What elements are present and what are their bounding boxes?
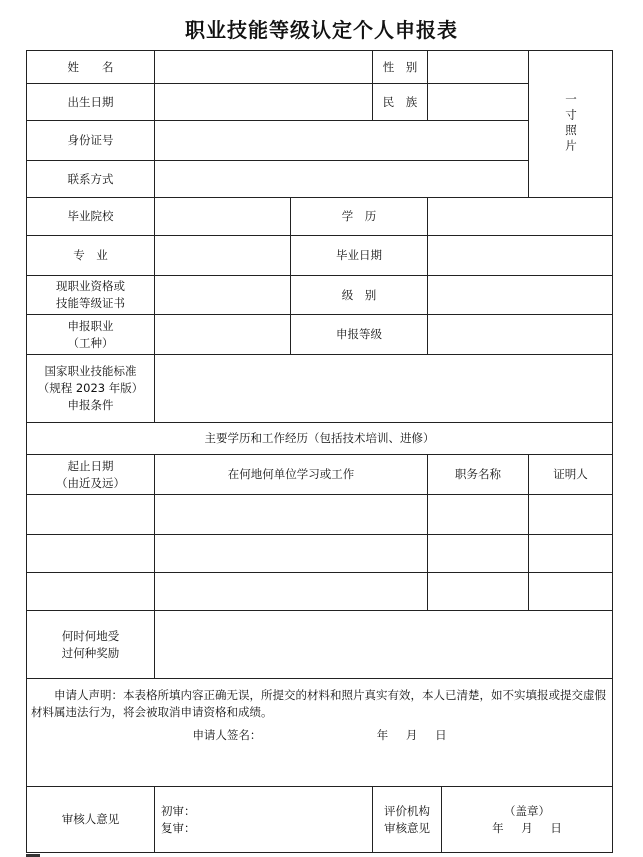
signature-day: 日 bbox=[435, 728, 447, 742]
apply-job-input[interactable] bbox=[155, 315, 291, 355]
ethnicity-input[interactable] bbox=[428, 84, 529, 121]
contact-label: 联系方式 bbox=[27, 161, 155, 198]
name-input[interactable] bbox=[155, 51, 373, 84]
apply-level-input[interactable] bbox=[428, 315, 613, 355]
major-input[interactable] bbox=[155, 236, 291, 276]
awards-input[interactable] bbox=[155, 611, 613, 679]
history-header: 主要学历和工作经历（包括技术培训、进修） bbox=[27, 423, 613, 455]
education-input[interactable] bbox=[428, 198, 613, 236]
seal-day: 日 bbox=[550, 820, 562, 835]
history-date-input[interactable] bbox=[27, 495, 155, 535]
form-table bbox=[26, 50, 613, 853]
form-title: 职业技能等级认定个人申报表 bbox=[185, 18, 458, 42]
level-input[interactable] bbox=[428, 276, 613, 315]
second-review-label: 复审： bbox=[161, 820, 196, 835]
level-label: 级 别 bbox=[291, 276, 428, 315]
standard-label bbox=[27, 355, 155, 423]
apply-job-label-line1: 申报职业 bbox=[67, 318, 114, 333]
contact-input[interactable] bbox=[155, 161, 529, 198]
standard-label-line1: 国家职业技能标准 bbox=[44, 364, 137, 378]
review-label: 审核人意见 bbox=[27, 787, 155, 853]
seal-year: 年 bbox=[492, 820, 504, 835]
seal-label: （盖章） bbox=[504, 803, 550, 818]
declaration-text: 申请人声明：本表格所填内容正确无误，所提交的材料和照片真实有效，本人已清楚，如不实填报或提交虚假材料属违法行为，将会被取消申请资格和成绩。 bbox=[31, 688, 606, 719]
awards-label-line2: 过何种奖励 bbox=[61, 645, 120, 660]
signature-line bbox=[31, 727, 608, 744]
school-label: 毕业院校 bbox=[27, 198, 155, 236]
history-date-input[interactable] bbox=[27, 535, 155, 573]
school-input[interactable] bbox=[155, 198, 291, 236]
seal-month: 月 bbox=[521, 820, 533, 835]
graduation-date-input[interactable] bbox=[428, 236, 613, 276]
signature-month: 月 bbox=[405, 728, 418, 742]
awards-label-line1: 何时何地受 bbox=[61, 628, 120, 643]
id-number-label: 身份证号 bbox=[27, 121, 155, 161]
history-col-place: 在何地何单位学习或工作 bbox=[155, 455, 428, 495]
org-review-label-line2: 审核意见 bbox=[384, 820, 430, 835]
standard-label-line2: （规程 2023 年版） bbox=[37, 381, 144, 395]
history-witness-input[interactable] bbox=[529, 573, 613, 611]
ethnicity-label: 民 族 bbox=[373, 84, 428, 121]
gender-label: 性 别 bbox=[373, 51, 428, 84]
apply-level-label: 申报等级 bbox=[291, 315, 428, 355]
apply-job-label bbox=[27, 315, 155, 355]
declaration bbox=[27, 679, 613, 787]
history-place-input[interactable] bbox=[155, 495, 428, 535]
current-cert-label-line2: 技能等级证书 bbox=[56, 296, 125, 310]
major-label: 专 业 bbox=[27, 236, 155, 276]
signature-label: 申请人签名： bbox=[192, 728, 262, 742]
photo-box[interactable] bbox=[529, 51, 613, 198]
history-date-input[interactable] bbox=[27, 573, 155, 611]
birthdate-input[interactable] bbox=[155, 84, 373, 121]
history-col-witness: 证明人 bbox=[529, 455, 613, 495]
history-witness-input[interactable] bbox=[529, 535, 613, 573]
standard-input[interactable] bbox=[155, 355, 613, 423]
signature-year: 年 bbox=[376, 728, 389, 742]
name-label: 姓 名 bbox=[27, 51, 155, 84]
review-stages[interactable] bbox=[155, 787, 373, 853]
history-col-date-line1: 起止日期 bbox=[67, 458, 114, 473]
history-row bbox=[27, 495, 613, 535]
current-cert-label-line1: 现职业资格或 bbox=[56, 279, 125, 293]
standard-label-line3: 申报条件 bbox=[67, 398, 114, 412]
gender-input[interactable] bbox=[428, 51, 529, 84]
history-col-position: 职务名称 bbox=[428, 455, 529, 495]
first-review-label: 初审： bbox=[161, 803, 196, 818]
application-form bbox=[26, 50, 612, 854]
history-row bbox=[27, 573, 613, 611]
birthdate-label: 出生日期 bbox=[27, 84, 155, 121]
history-witness-input[interactable] bbox=[529, 495, 613, 535]
current-cert-label bbox=[27, 276, 155, 315]
id-number-input[interactable] bbox=[155, 121, 529, 161]
history-position-input[interactable] bbox=[428, 535, 529, 573]
history-position-input[interactable] bbox=[428, 573, 529, 611]
history-row bbox=[27, 535, 613, 573]
current-cert-input[interactable] bbox=[155, 276, 291, 315]
org-review-label-line1: 评价机构 bbox=[384, 803, 430, 818]
photo-label: 一寸照片 bbox=[564, 93, 578, 155]
history-col-date-line2: （由近及远） bbox=[56, 475, 125, 490]
awards-label bbox=[27, 611, 155, 679]
education-label: 学 历 bbox=[291, 198, 428, 236]
apply-job-label-line2: （工种） bbox=[67, 335, 114, 350]
history-place-input[interactable] bbox=[155, 573, 428, 611]
history-place-input[interactable] bbox=[155, 535, 428, 573]
history-col-date bbox=[27, 455, 155, 495]
seal-area[interactable] bbox=[442, 787, 613, 853]
history-position-input[interactable] bbox=[428, 495, 529, 535]
seal-date bbox=[442, 820, 612, 837]
graduation-date-label: 毕业日期 bbox=[291, 236, 428, 276]
org-review-label bbox=[373, 787, 442, 853]
